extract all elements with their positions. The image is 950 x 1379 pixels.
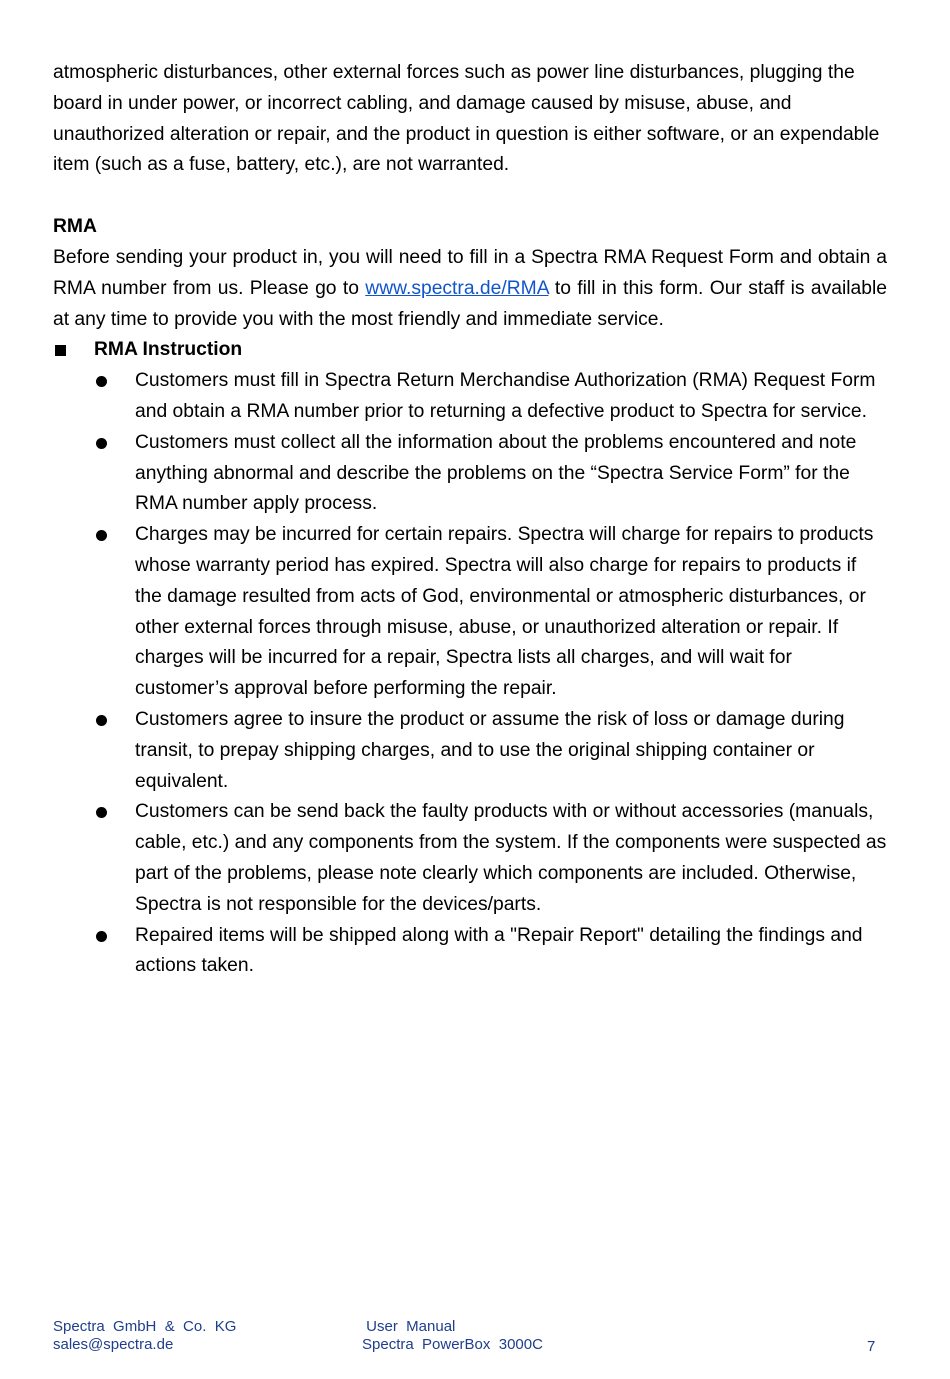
rma-instruction-title: RMA Instruction — [94, 339, 243, 361]
bullet-dot-icon — [96, 530, 107, 541]
list-item — [53, 428, 887, 520]
bullet-dot-icon — [96, 931, 107, 942]
rma-form-link[interactable]: www.spectra.de/RMA — [365, 277, 549, 299]
rma-text-before-link: Before sending your product in, you will need to fill in a Spectra RMA Request Form and obtain a RMA number from us. Please go to — [53, 246, 887, 299]
footer-manual: User Manual — [362, 1318, 456, 1335]
bullet-dot-icon — [96, 715, 107, 726]
rma-heading: RMA — [53, 216, 97, 238]
list-item-text: Customers must fill in Spectra Return Merchandise Authorization (RMA) Request Form and obtain a RMA number prior to returning a defective product to Spectra for service. — [135, 370, 876, 422]
list-item — [53, 366, 887, 428]
footer-company: Spectra GmbH & Co. KG — [53, 1318, 237, 1335]
list-item — [53, 520, 887, 705]
footer-email: sales@spectra.de — [53, 1336, 174, 1353]
list-item-text: Charges may be incurred for certain repairs. Spectra will charge for repairs to products whose warranty period has expired. Spectra will also charge for repairs to products if the damage resulted from acts of God, environmental or atmospheric disturbances, or other external forces through misuse, abuse, or unauthorized alteration or repair. If charges will be incurred for a repair, Spectra lists all charges, and will wait for customer’s approval before performing the repair. — [135, 524, 874, 700]
bullet-dot-icon — [96, 438, 107, 449]
rma-instruction-list — [53, 366, 887, 982]
bullet-dot-icon — [96, 807, 107, 818]
list-item-text: Customers can be send back the faulty products with or without accessories (manuals, cable, etc.) and any components from the system. If the components were suspected as part of the problems, please note clearly which components are included. Otherwise, Spectra is not responsible for the devices/parts. — [135, 801, 887, 915]
rma-text-after-link: to fill in this form. Our staff is available at any time to provide you with the most friendly and immediate service. — [53, 277, 887, 330]
bullet-dot-icon — [96, 376, 107, 387]
document-body — [53, 58, 887, 982]
square-bullet-icon — [55, 345, 66, 356]
footer-company-block — [53, 1318, 236, 1354]
list-item — [53, 705, 887, 797]
rma-instruction-heading — [53, 335, 887, 366]
list-item — [53, 921, 887, 983]
list-item — [53, 797, 887, 920]
page-number: 7 — [867, 1338, 876, 1355]
rma-paragraph — [53, 243, 887, 335]
intro-paragraph: atmospheric disturbances, other external forces such as power line disturbances, plugging the board in under power, or incorrect cabling, and damage caused by misuse, abuse, and unauthorized alteration or repair, and the product in question is either software, or an expendable item (such as a fuse, battery, etc.), are not warranted. — [53, 62, 880, 176]
list-item-text: Customers must collect all the information about the problems encountered and note anything abnormal and describe the problems on the “Spectra Service Form” for the RMA number apply process. — [135, 431, 857, 515]
footer-manual-block — [362, 1318, 543, 1354]
footer-product: Spectra PowerBox 3000C — [362, 1336, 543, 1353]
list-item-text: Customers agree to insure the product or assume the risk of loss or damage during transit, to prepay shipping charges, and to use the original shipping container or equivalent. — [135, 708, 845, 792]
list-item-text: Repaired items will be shipped along with a "Repair Report" detailing the findings and actions taken. — [135, 924, 863, 977]
